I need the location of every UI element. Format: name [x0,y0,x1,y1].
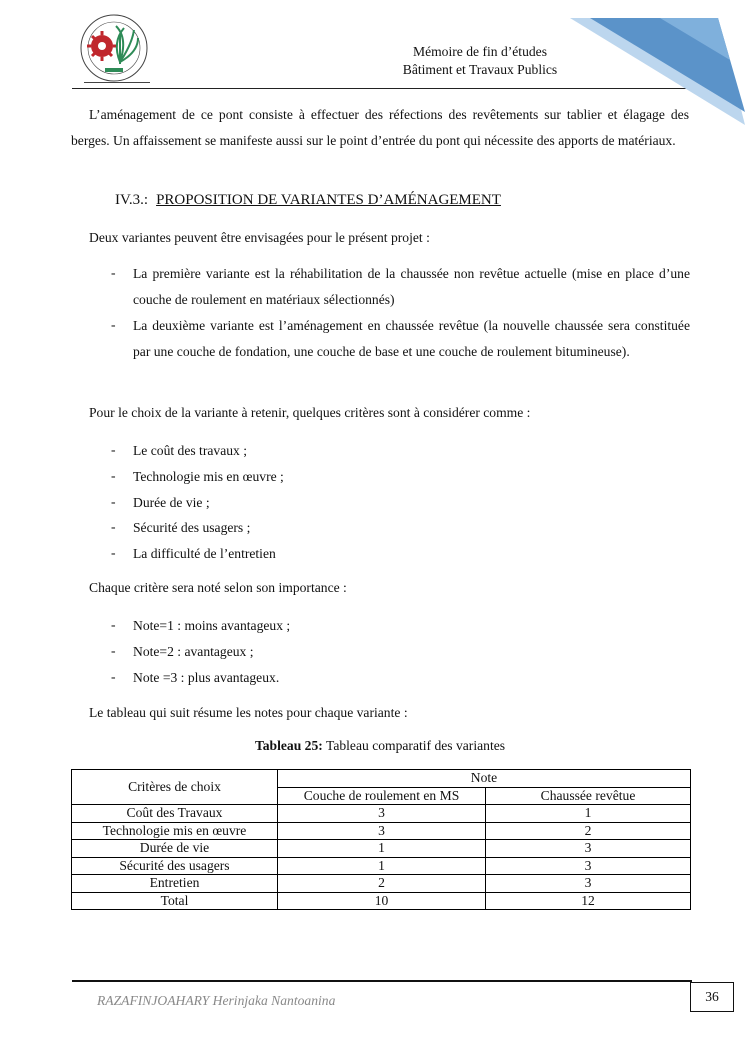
table-cell-value: 3 [486,857,691,875]
table-cell-value: 10 [278,892,486,910]
table-cell-value: 1 [486,805,691,823]
variants-comparison-table [71,769,691,910]
variant-item: La deuxième variante est l’aménagement en chaussée revêtue (la nouvelle chaussée sera constituée par une couche de fondation, une couche de base et une couche de roulement bitumineuse). [133,318,690,359]
variant-item: La première variante est la réhabilitation de la chaussée non revêtue actuelle (mise en place d’une couche de roulement en matériaux sélectionnés) [133,266,690,307]
table-cell-value: 3 [486,840,691,858]
criteria-item: Durée de vie ; [133,495,210,510]
header-title-line1: Mémoire de fin d’études [412,44,547,59]
table-intro: Le tableau qui suit résume les notes pour chaque variante : [89,705,408,720]
table-cell-value: 2 [486,822,691,840]
table-header-col1: Couche de roulement en MS [278,787,486,805]
section-heading-number: IV.3.: [115,192,149,208]
table-cell-value: 3 [486,875,691,893]
bullet-marker: - [111,265,116,280]
table-row [72,840,691,858]
criteria-item: La difficulté de l’entretien [133,546,276,561]
table-caption [71,738,689,754]
bullet-marker: - [111,643,116,658]
table-cell-value: 2 [278,875,486,893]
table-cell-label: Sécurité des usagers [72,857,278,875]
table-cell-value: 3 [278,822,486,840]
header-title-line2: Bâtiment et Travaux Publics [402,62,558,77]
section-heading [115,192,501,209]
criteria-item: Technologie mis en œuvre ; [133,469,284,484]
bullet-marker: - [111,317,116,332]
section-heading-text: PROPOSITION DE VARIANTES D’AMÉNAGEMENT [156,192,501,208]
table-cell-label: Total [72,892,278,910]
table-cell-label: Durée de vie [72,840,278,858]
table-cell-label: Coût des Travaux [72,805,278,823]
table-cell-value: 1 [278,840,486,858]
bullet-marker: - [111,494,116,509]
table-row [72,805,691,823]
table-header-col2: Chaussée revêtue [486,787,691,805]
intro-paragraph: L’aménagement de ce pont consiste à effectuer des réfections des revêtements sur tablier et élagage des berges. Un affaissement se manifeste aussi sur le point d’entrée du pont qui nécessite des apports de matériaux. [71,107,689,148]
note-item: Note =3 : plus avantageux. [133,670,280,685]
bullet-marker: - [111,669,116,684]
page-number: 36 [690,982,734,1012]
variants-intro: Deux variantes peuvent être envisagées pour le présent projet : [89,230,430,245]
table-header-note: Note [278,770,691,788]
bullet-marker: - [111,519,116,534]
criteria-item: Sécurité des usagers ; [133,520,251,535]
table-row [72,875,691,893]
bullet-marker: - [111,545,116,560]
school-emblem-icon [72,12,162,90]
table-row-total [72,892,691,910]
bullet-marker: - [111,468,116,483]
footer-author: RAZAFINJOAHARY Herinjaka Nantoanina [97,993,336,1008]
criteria-item: Le coût des travaux ; [133,443,247,458]
note-item: Note=2 : avantageux ; [133,644,254,659]
table-cell-value: 12 [486,892,691,910]
table-header-criteria: Critères de choix [72,770,278,805]
footer-divider [72,980,692,982]
notes-intro: Chaque critère sera noté selon son importance : [89,580,347,595]
bullet-marker: - [111,442,116,457]
table-row [72,857,691,875]
criteria-intro: Pour le choix de la variante à retenir, quelques critères sont à considérer comme : [89,405,531,420]
table-row [72,822,691,840]
table-cell-value: 3 [278,805,486,823]
table-caption-text: Tableau comparatif des variantes [322,738,506,753]
table-cell-label: Entretien [72,875,278,893]
note-item: Note=1 : moins avantageux ; [133,618,291,633]
bullet-marker: - [111,617,116,632]
table-cell-label: Technologie mis en œuvre [72,822,278,840]
table-caption-label: Tableau 25: [254,738,323,753]
table-cell-value: 1 [278,857,486,875]
